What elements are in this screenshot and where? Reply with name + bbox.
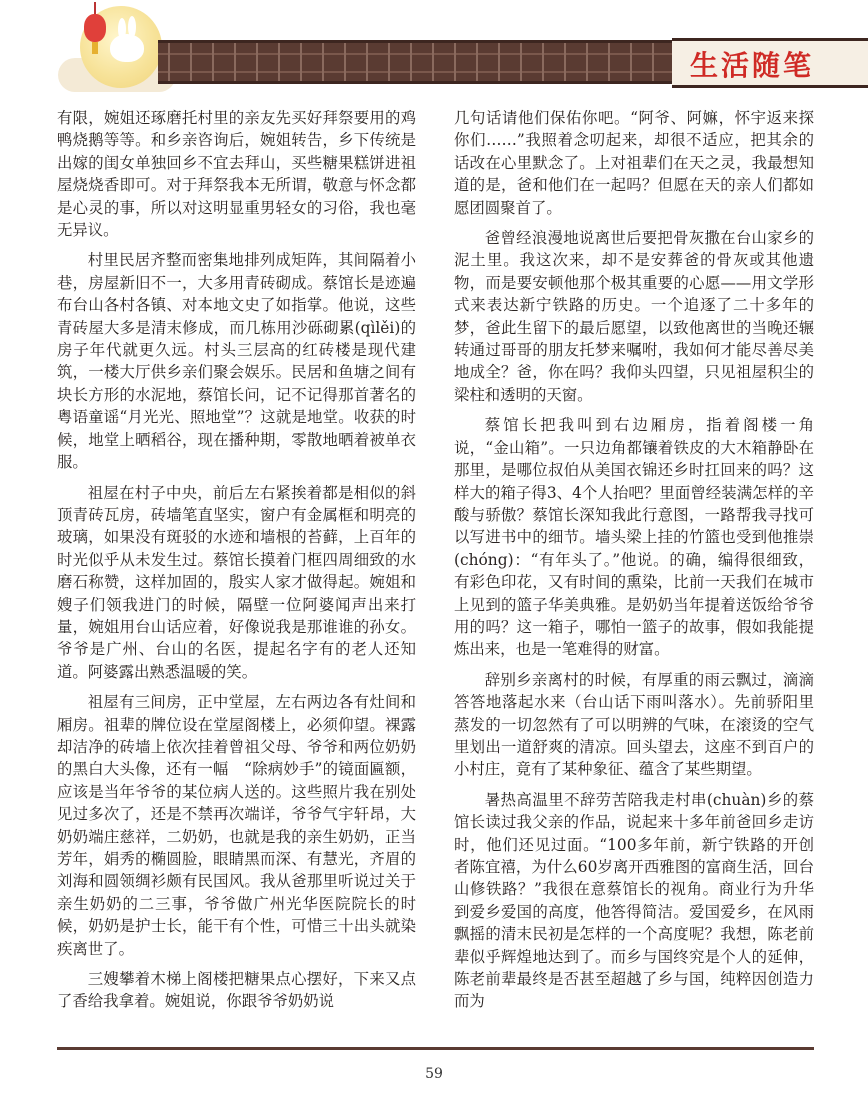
paragraph: 辞别乡亲离村的时候，有厚重的雨云飘过，滴滴答答地落起水来（台山话下雨叫落水）。先前骄阳里蒸发的一切忽然有了可以明辨的气味，在滚烫的空气里划出一道舒爽的清凉。回头望去，这座不到百户的小村庄，竟有了某种象征、蕴含了某些期望。 — [454, 670, 814, 779]
lantern-icon — [84, 14, 106, 42]
paragraph: 祖屋在村子中央，前后左右紧挨着都是相似的斜顶青砖瓦房，砖墙笔直坚实，窗户有金属框和明亮的玻璃，如果没有斑驳的水迹和墙根的苔藓，上百年的时光似乎从未发生过。蔡馆长摸着门框四周细致的水磨石称赞，这样加固的，殷实人家才做得起。婉姐和嫂子们领我进门的时候，隔壁一位阿婆闻声出来打量，婉姐用台山话应着，好像说我是那谁谁的孙女。爷爷是广州、台山的名医，提起名字有的老人还知道。阿婆露出熟悉温暖的笑。 — [57, 483, 416, 681]
paragraph: 有限，婉姐还琢磨托村里的亲友先买好拜祭要用的鸡鸭烧鹅等等。和乡亲咨询后，婉姐转告，乡下传统是出嫁的闺女单独回乡不宜去拜山，买些糖果糕饼进祖屋烧烧香即可。对于拜祭我本无所谓，敬意与怀念都是心灵的事，所以对这明显重男轻女的习俗，我也毫无异议。 — [57, 109, 416, 240]
paragraph: 蔡馆长把我叫到右边厢房，指着阁楼一角说，“金山箱”。一只边角都镶着铁皮的大木箱静卧在那里，是哪位叔伯从美国衣锦还乡时扛回来的吗？这样大的箱子得3、4个人抬吧？里面曾经装满怎样的辛酸与骄傲？蔡馆长深知我此行意图，一路帮我寻找可以写进书中的细节。墙头梁上挂的竹篮也受到他推崇(chóng)：“有年头了。”他说。的确，编得很细致，有彩色印花，又有时间的熏染，比前一天我们在城市上见到的篮子华美典雅。是奶奶当年提着送饭给爷爷用的吗？这一箱子，哪怕一篮子的故事，假如我能提炼出来，也是一笔难得的财富。 — [454, 416, 814, 659]
paragraph: 祖屋有三间房，正中堂屋，左右两边各有灶间和厢房。祖辈的牌位设在堂屋阁楼上，必须仰望。裸露却洁净的砖墙上依次挂着曾祖父母、爷爷和两位奶奶的黑白大头像，还有一幅 “除病妙手”的镜面匾额，应该是当年爷爷的某位病人送的。这些照片我在别处见过多次了，还是不禁再次端详，爷爷气宇轩昂，大奶奶端庄慈祥，二奶奶，也就是我的亲生奶奶，正当芳年，娟秀的椭圆脸，眼睛黑而深、有慧光，齐眉的刘海和圆领绸衫颇有民国风。我从爸那里听说过关于亲生奶奶的二三事，爷爷做广州光华医院院长的时候，奶奶是护士长，能干有个性，可惜三十出头就染疾离世了。 — [57, 693, 416, 958]
page-number: 59 — [425, 1066, 443, 1082]
right-column — [454, 107, 814, 1021]
paragraph: 爸曾经浪漫地说离世后要把骨灰撒在台山家乡的泥土里。我这次来，却不是安葬爸的骨灰或其他遗物，而是要安顿他那个极其重要的心愿——用文学形式来表达新宁铁路的历史。一个追逐了二十多年的梦，爸此生留下的最后愿望，以致他离世的当晚还辗转通过哥哥的朋友托梦来嘱咐，我如何才能尽善尽美地成全？爸，你在吗？我仰头四望，只见祖屋积尘的梁柱和透明的天窗。 — [454, 229, 814, 404]
decorative-pattern-band — [158, 40, 678, 84]
paragraph: 暑热高温里不辞劳苦陪我走村串(chuàn)乡的蔡馆长读过我父亲的作品，说起来十多年前爸回乡走访时，他们还见过面。“100多年前，新宁铁路的开创者陈宜禧，为什么60岁离开西雅图的富商生活，回台山修铁路？”我很在意蔡馆长的视角。商业行为升华到爱乡爱国的高度，他答得简洁。爱国爱乡，在风雨飘摇的清末民初是怎样的一个高度呢？我想，陈老前辈似乎辉煌地达到了。而乡与国终究是个人的延伸，陈老前辈最终是否甚至超越了乡与国，纯粹因创造力而为 — [454, 790, 814, 1011]
paragraph: 村里民居齐整而密集地排列成矩阵，其间隔着小巷，房屋新旧不一，大多用青砖砌成。蔡馆长是迹遍布台山各村各镇、对本地文史了如指掌。他说，这些青砖屋大多是清末修成，而几栋用沙砾砌累(qìlěi)的房子年代就更久远。村头三层高的红砖楼是现代建筑，一楼大厅供乡亲们聚会娱乐。民居和鱼塘之间有块长方形的水泥地，蔡馆长问，记不记得那首著名的粤语童谣“月光光、照地堂”？这就是地堂。收获的时候，地堂上晒稻谷，现在播种期，零散地晒着被单衣服。 — [57, 251, 416, 472]
lantern-tassel — [92, 42, 98, 54]
page-header — [0, 0, 868, 100]
footer-divider — [57, 1047, 814, 1050]
paragraph: 几句话请他们保佑你吧。“阿爷、阿嫲，怀宇返来探你们……”我照着念叨起来，却很不适应，把其余的话改在心里默念了。上对祖辈们在天之灵，我最想知道的是，爸和他们在一起吗？但愿在天的亲人们都如愿团圆聚首了。 — [454, 109, 814, 217]
left-column — [57, 107, 416, 1021]
paragraph: 三嫂攀着木梯上阁楼把糖果点心摆好，下来又点了香给我拿着。婉姐说，你跟爷爷奶奶说 — [57, 970, 416, 1011]
rabbit-icon — [110, 34, 144, 62]
section-title: 生活随笔 — [690, 49, 815, 82]
